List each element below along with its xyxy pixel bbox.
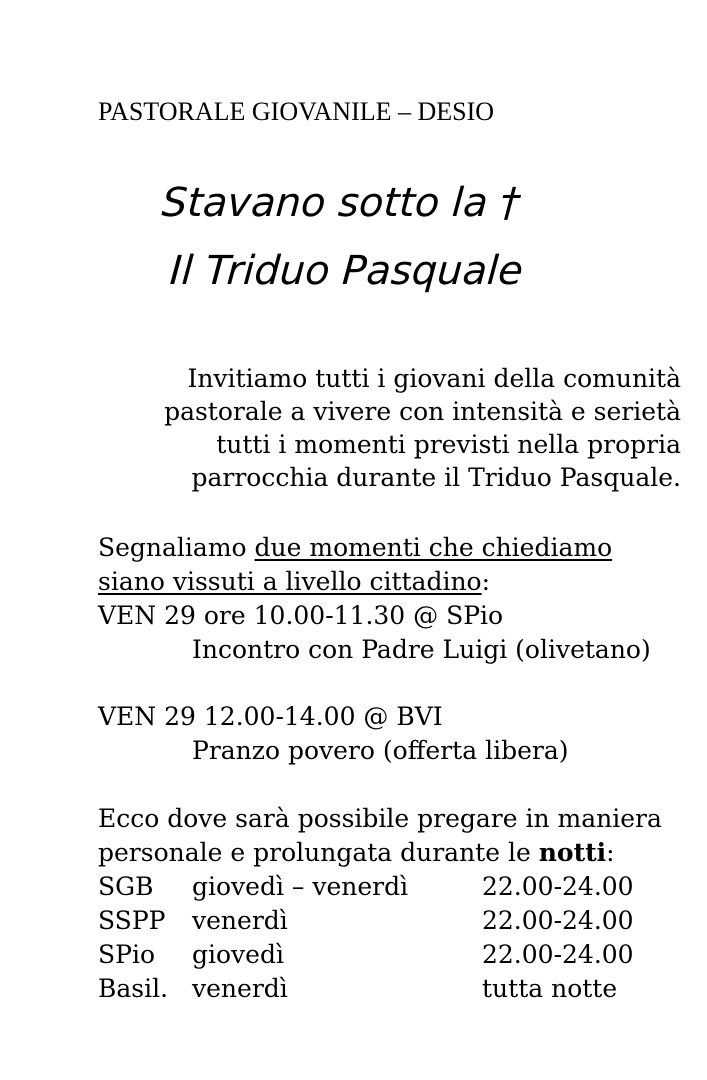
schedule-days: venerdì: [192, 906, 288, 935]
intro-line: pastorale a vivere con intensità e serietà: [164, 397, 681, 426]
organization-header: PASTORALE GIOVANILE – DESIO: [98, 97, 495, 126]
event-what: Pranzo povero (offerta libera): [192, 736, 569, 765]
city-section-lead: Segnaliamo: [98, 533, 255, 562]
night-section-line2: [98, 836, 615, 870]
page-title: Stavano sotto la †: [160, 180, 523, 226]
city-section-emphasis: due momenti che chiediamo: [254, 533, 613, 562]
schedule-time: 22.00-24.00: [482, 906, 634, 935]
event-what: Incontro con Padre Luigi (olivetano): [192, 635, 651, 664]
city-section-emphasis-cont: siano vissuti a livello cittadino: [98, 567, 482, 596]
schedule-time: 22.00-24.00: [482, 940, 634, 969]
schedule-place: SPio: [98, 940, 155, 969]
schedule-days: giovedì – venerdì: [192, 872, 409, 901]
intro-line: tutti i momenti previsti nella propria: [216, 430, 681, 459]
schedule-time: 22.00-24.00: [482, 872, 634, 901]
schedule-place: SGB: [98, 872, 154, 901]
event-when: VEN 29 ore 10.00-11.30 @ SPio: [98, 601, 504, 630]
night-section-bold: notti: [538, 838, 607, 867]
night-section-suffix: :: [606, 838, 615, 867]
city-section-colon: :: [481, 567, 491, 596]
page-subtitle: Il Triduo Pasquale: [168, 248, 525, 294]
schedule-place: SSPP: [98, 906, 166, 935]
city-section-line1: [98, 531, 612, 565]
night-section-prefix: personale e prolungata durante le: [98, 838, 539, 867]
city-section-line2: [98, 565, 490, 599]
schedule-place: Basil.: [98, 974, 169, 1003]
schedule-days: giovedì: [192, 940, 284, 969]
intro-line: Invitiamo tutti i giovani della comunità: [187, 364, 681, 393]
schedule-days: venerdì: [192, 974, 288, 1003]
intro-paragraph: [140, 362, 681, 494]
schedule-time: tutta notte: [482, 974, 618, 1003]
intro-line: parrocchia durante il Triduo Pasquale.: [191, 463, 681, 492]
night-section-line1: Ecco dove sarà possibile pregare in maniera: [98, 804, 662, 833]
event-when: VEN 29 12.00-14.00 @ BVI: [98, 702, 443, 731]
